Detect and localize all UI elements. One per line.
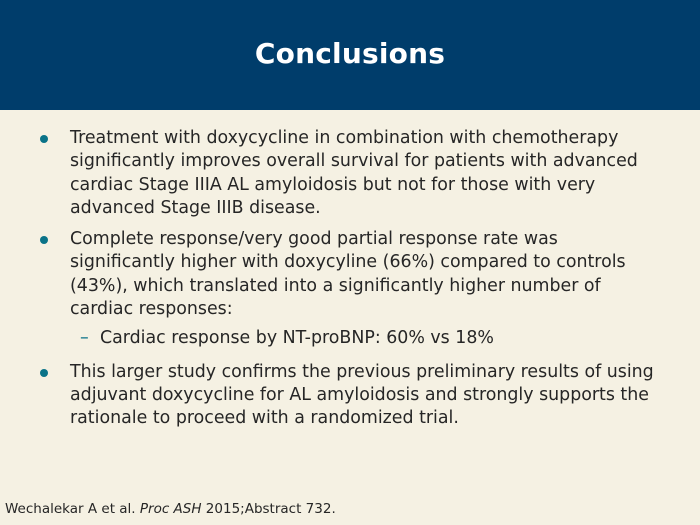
citation-authors: Wechalekar A et al. bbox=[5, 501, 140, 517]
slide-header bbox=[0, 0, 700, 110]
bullet-item bbox=[40, 361, 660, 431]
bullet-text: Complete response/very good partial response rate was significantly higher with doxycyline (66%) compared to controls (43%), which translated into a significantly higher number of cardiac responses: bbox=[70, 229, 626, 320]
citation-journal: Proc ASH bbox=[139, 501, 202, 517]
dash-icon: – bbox=[80, 328, 89, 349]
bullet-dot-icon bbox=[40, 236, 48, 244]
sub-bullet-text: Cardiac response by NT-proBNP: 60% vs 18% bbox=[100, 328, 494, 349]
bullet-dot-icon bbox=[40, 369, 48, 377]
bullet-text: Treatment with doxycycline in combination with chemotherapy significantly improves overall survival for patients with advanced cardiac Stage IIIA AL amyloidosis but not for those with very advanced Stage IIIB disease. bbox=[70, 128, 638, 218]
bullet-item bbox=[40, 228, 660, 321]
slide-title: Conclusions bbox=[254, 36, 446, 70]
citation bbox=[5, 501, 336, 517]
bullet-text: This larger study confirms the previous preliminary results of using adjuvant doxycycline for AL amyloidosis and strongly supports the rationale to proceed with a randomized trial. bbox=[70, 361, 654, 429]
sub-bullet-item bbox=[40, 327, 660, 350]
citation-details: 2015;Abstract 732. bbox=[201, 501, 336, 517]
bullet-item bbox=[40, 127, 660, 220]
bullet-dot-icon bbox=[40, 135, 48, 143]
bullet-list bbox=[40, 127, 660, 439]
